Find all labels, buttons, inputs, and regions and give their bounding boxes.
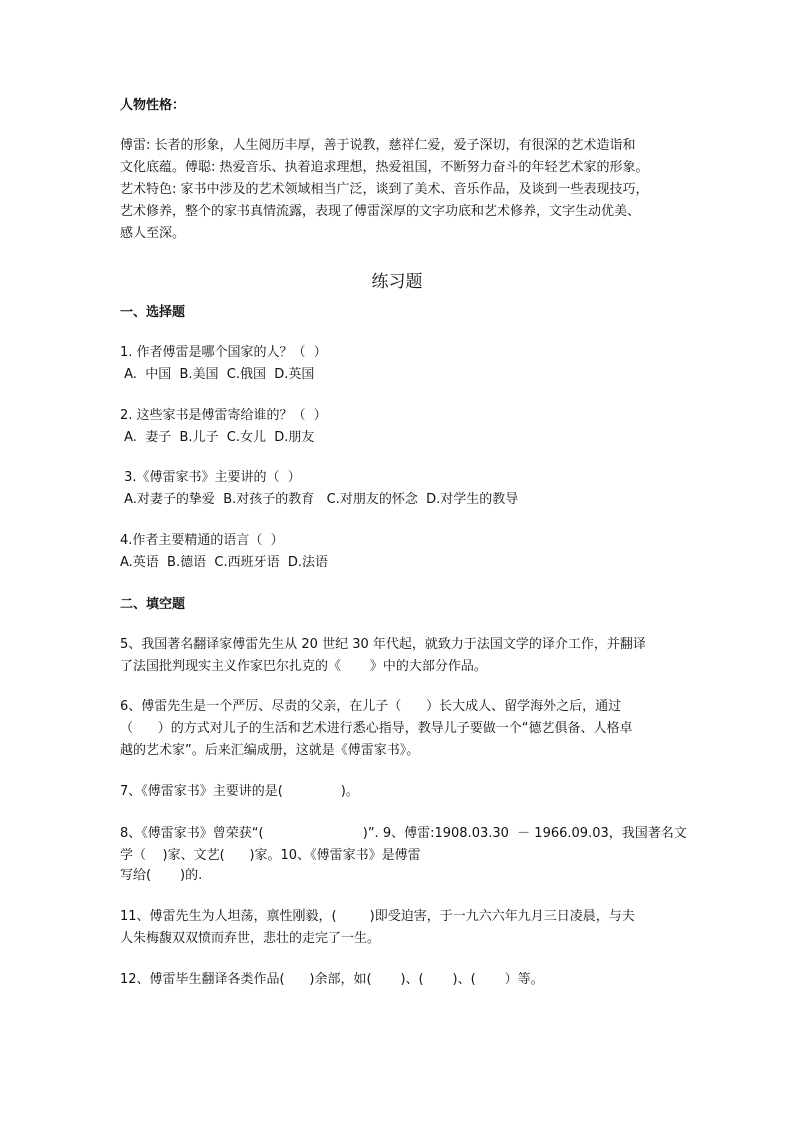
q2-question: 2. 这些家书是傅雷寄给谁的？（ ） — [120, 408, 327, 423]
q3-options: A.对妻子的挚爱 B.对孩子的教育 C.对朋友的怀念 D.对学生的教导 — [120, 492, 519, 507]
character-line-3: 艺术特色: 家书中涉及的艺术领域相当广泛，谈到了美术、音乐作品，及谈到一些表现技巧， — [120, 182, 649, 197]
q12: 12、傅雷毕生翻译各类作品( )余部，如( )、( )、( ）等。 — [120, 972, 544, 987]
character-line-5: 感人至深。 — [120, 226, 186, 241]
q6-line-2: （ ）的方式对儿子的生活和艺术进行悉心指导，教导儿子要做一个“德艺俱备、人格卓 — [120, 721, 633, 736]
section2-title: 二、填空题 — [120, 597, 186, 612]
q4-question: 4.作者主要精通的语言（ ） — [120, 533, 284, 548]
character-heading: 人物性格： — [120, 98, 186, 113]
character-line-4: 艺术修养，整个的家书真情流露，表现了傅雷深厚的文字功底和艺术修养，文字生动优美、 — [120, 204, 641, 219]
q1-options: A. 中国 B.美国 C.俄国 D.英国 — [120, 367, 315, 382]
q1-question: 1. 作者傅雷是哪个国家的人？（ ） — [120, 345, 327, 360]
q5-line-1: 5、我国著名翻译家傅雷先生从 20 世纪 30 年代起，就致力于法国文学的译介工作，并翻译 — [120, 637, 646, 652]
q2-options: A. 妻子 B.儿子 C.女儿 D.朋友 — [120, 430, 315, 445]
character-line-1: 傅雷: 长者的形象，人生阅历丰厚，善于说教，慈祥仁爱，爱子深切，有很深的艺术造诣和 — [120, 138, 636, 153]
q6-line-1: 6、傅雷先生是一个严厉、尽责的父亲，在儿子（ ）长大成人、留学海外之后，通过 — [120, 699, 622, 714]
exercise-title: 练习题 — [371, 272, 423, 292]
q8-line-3: 写给( )的. — [120, 868, 203, 883]
q7: 7、《傅雷家书》主要讲的是( )。 — [120, 784, 359, 799]
q11-line-2: 人朱梅馥双双愤而弃世，悲壮的走完了一生。 — [120, 931, 381, 946]
q3-question: 3.《傅雷家书》主要讲的（ ） — [120, 470, 301, 485]
character-line-2: 文化底蕴。傅聪: 热爱音乐、执着追求理想，热爱祖国，不断努力奋斗的年轻艺术家的形象。 — [120, 160, 649, 175]
q8-line-2: 学（ )家、文艺( )家。10、《傅雷家书》是傅雷 — [120, 848, 421, 863]
q11-line-1: 11、傅雷先生为人坦荡，禀性刚毅，( )即受迫害，于一九六六年九月三日凌晨，与夫 — [120, 909, 635, 924]
section1-title: 一、选择题 — [120, 305, 186, 320]
q8-line-1: 8、《傅雷家书》曾荣获“( )”. 9、傅雷:1908.03.30 － 1966.09.03，我国著名文 — [120, 826, 687, 841]
q5-line-2: 了法国批判现实主义作家巴尔扎克的《 》中的大部分作品。 — [120, 659, 487, 674]
q6-line-3: 越的艺术家”。后来汇编成册，这就是《傅雷家书》。 — [120, 743, 420, 758]
q4-options: A.英语 B.德语 C.西班牙语 D.法语 — [120, 555, 328, 570]
